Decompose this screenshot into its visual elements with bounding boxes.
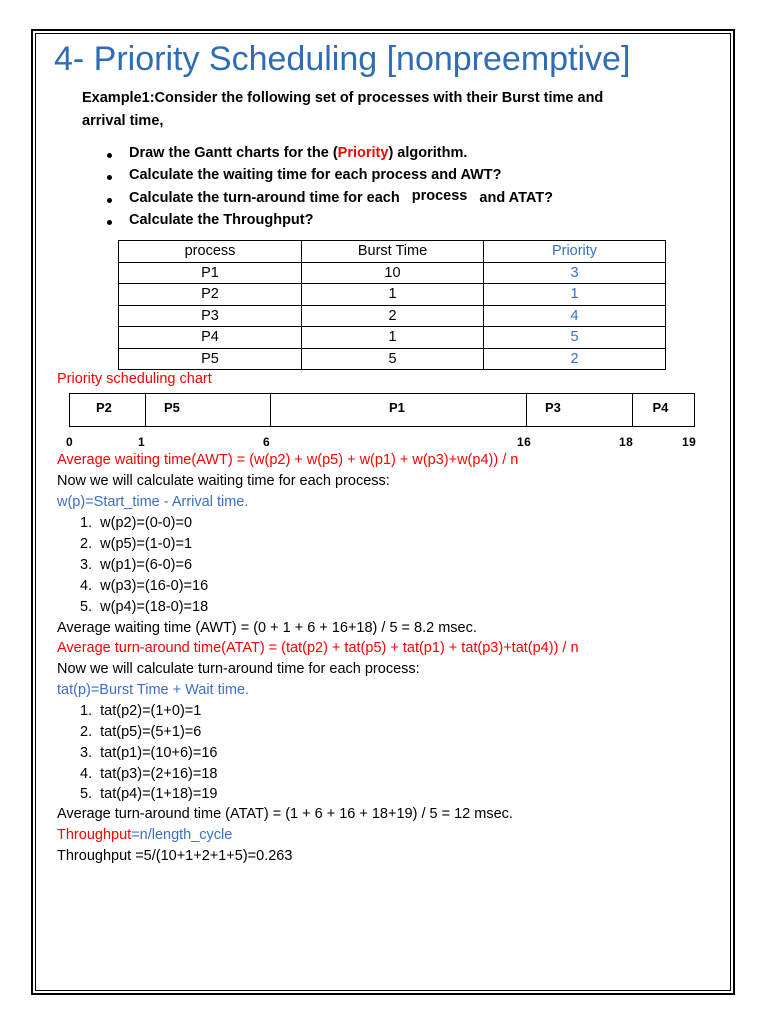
awt-result: Average waiting time (AWT) = (0 + 1 + 6 + 16+18) / 5 = 8.2 msec.	[57, 620, 477, 636]
gantt-tick-label: 18	[619, 435, 634, 449]
table-row	[119, 305, 666, 327]
atat-result: Average turn-around time (ATAT) = (1 + 6 + 16 + 18+19) / 5 = 12 msec.	[57, 806, 513, 822]
list-item: tat(p1)=(10+6)=16	[100, 745, 218, 761]
table-cell: P5	[119, 348, 302, 370]
list-number: 5.	[80, 786, 93, 802]
list-number: 2.	[80, 536, 93, 552]
gantt-segment-p1	[271, 394, 527, 426]
wait-item-4	[80, 578, 208, 594]
list-item: tat(p2)=(1+0)=1	[100, 703, 202, 719]
table-cell: 5	[302, 348, 484, 370]
wait-item-1	[80, 515, 192, 531]
list-item: tat(p3)=(2+16)=18	[100, 766, 218, 782]
bullet-1-post: ) algorithm.	[388, 145, 468, 161]
chart-label: Priority scheduling chart	[57, 371, 212, 387]
list-item: w(p3)=(16-0)=16	[100, 578, 209, 594]
list-number: 2.	[80, 724, 93, 740]
throughput-result: Throughput =5/(10+1+2+1+5)=0.263	[57, 848, 293, 864]
example-line-2: arrival time,	[82, 113, 164, 129]
wait-definition: w(p)=Start_time - Arrival time.	[57, 494, 249, 510]
list-number: 3.	[80, 745, 93, 761]
gantt-segment-label: P4	[652, 400, 669, 415]
list-number: 5.	[80, 599, 93, 615]
bullet-1-pre: Draw the Gantt charts for the (	[129, 145, 338, 161]
bullet-dot	[107, 153, 112, 158]
gantt-segment-label: P3	[545, 400, 561, 415]
tat-item-3	[80, 745, 217, 761]
gantt-segment-p4	[633, 394, 696, 426]
gantt-segment-label: P2	[96, 400, 112, 415]
awt-formula: Average waiting time(AWT) = (w(p2) + w(p5) + w(p1) + w(p3)+w(p4)) / n	[57, 452, 519, 468]
wait-intro: Now we will calculate waiting time for each process:	[57, 473, 390, 489]
table-header-row	[119, 241, 666, 263]
bullet-3-post: and ATAT?	[479, 190, 553, 206]
table-row	[119, 262, 666, 284]
throughput-definition	[57, 827, 232, 843]
tat-item-2	[80, 724, 201, 740]
list-number: 3.	[80, 557, 93, 573]
bullet-dot	[107, 198, 112, 203]
table-cell: 2	[302, 305, 484, 327]
gantt-segment-p2	[70, 394, 146, 426]
bullet-3	[129, 190, 553, 206]
gantt-tick-label: 0	[66, 435, 74, 449]
bullet-3-pre: Calculate the turn-around time for each	[129, 190, 400, 206]
throughput-label: Throughput	[57, 827, 132, 843]
list-number: 4.	[80, 766, 93, 782]
table-cell: P3	[119, 305, 302, 327]
table-cell: 4	[484, 305, 666, 327]
table-cell: 10	[302, 262, 484, 284]
bullet-3-mid: process	[411, 188, 468, 204]
table-cell: P2	[119, 284, 302, 306]
bullet-dot	[107, 220, 112, 225]
gantt-segment-label: P5	[164, 400, 180, 415]
example-line-1: Example1:Consider the following set of processes with their Burst time and	[82, 90, 604, 106]
table-header: Priority	[484, 241, 666, 263]
tat-item-4	[80, 766, 217, 782]
table-row	[119, 327, 666, 349]
table-cell: 2	[484, 348, 666, 370]
bullet-2: Calculate the waiting time for each process and AWT?	[129, 167, 502, 183]
gantt-segment-label: P1	[389, 400, 405, 415]
page-title: 4- Priority Scheduling [nonpreemptive]	[54, 40, 631, 78]
tat-definition: tat(p)=Burst Time + Wait time.	[57, 682, 250, 698]
list-item: w(p1)=(6-0)=6	[100, 557, 193, 573]
tat-item-5	[80, 786, 217, 802]
list-number: 4.	[80, 578, 93, 594]
gantt-tick-label: 1	[138, 435, 146, 449]
list-number: 1.	[80, 703, 93, 719]
list-item: w(p4)=(18-0)=18	[100, 599, 209, 615]
table-cell: 1	[302, 284, 484, 306]
table-cell: 5	[484, 327, 666, 349]
gantt-chart	[69, 393, 695, 427]
bullet-1-priority: Priority	[337, 145, 389, 161]
table-header: Burst Time	[302, 241, 484, 263]
wait-item-3	[80, 557, 192, 573]
table-cell: 3	[484, 262, 666, 284]
bullet-4: Calculate the Throughput?	[129, 212, 314, 228]
process-table	[118, 240, 666, 370]
bullet-dot	[107, 175, 112, 180]
tat-item-1	[80, 703, 201, 719]
bullet-1	[129, 145, 467, 161]
gantt-tick-label: 16	[517, 435, 532, 449]
wait-item-5	[80, 599, 208, 615]
table-row	[119, 284, 666, 306]
wait-item-2	[80, 536, 192, 552]
list-item: w(p2)=(0-0)=0	[100, 515, 193, 531]
list-number: 1.	[80, 515, 93, 531]
gantt-segment-p3	[527, 394, 633, 426]
gantt-tick-label: 19	[682, 435, 697, 449]
table-row	[119, 348, 666, 370]
table-cell: P1	[119, 262, 302, 284]
atat-formula: Average turn-around time(ATAT) = (tat(p2) + tat(p5) + tat(p1) + tat(p3)+tat(p4)) / n	[57, 640, 579, 656]
table-header: process	[119, 241, 302, 263]
gantt-tick-label: 6	[263, 435, 271, 449]
list-item: tat(p5)=(5+1)=6	[100, 724, 202, 740]
table-cell: P4	[119, 327, 302, 349]
table-cell: 1	[302, 327, 484, 349]
table-cell: 1	[484, 284, 666, 306]
tat-intro: Now we will calculate turn-around time for each process:	[57, 661, 420, 677]
throughput-formula: =n/length_cycle	[131, 827, 233, 843]
list-item: tat(p4)=(1+18)=19	[100, 786, 218, 802]
gantt-segment-p5	[146, 394, 271, 426]
list-item: w(p5)=(1-0)=1	[100, 536, 193, 552]
